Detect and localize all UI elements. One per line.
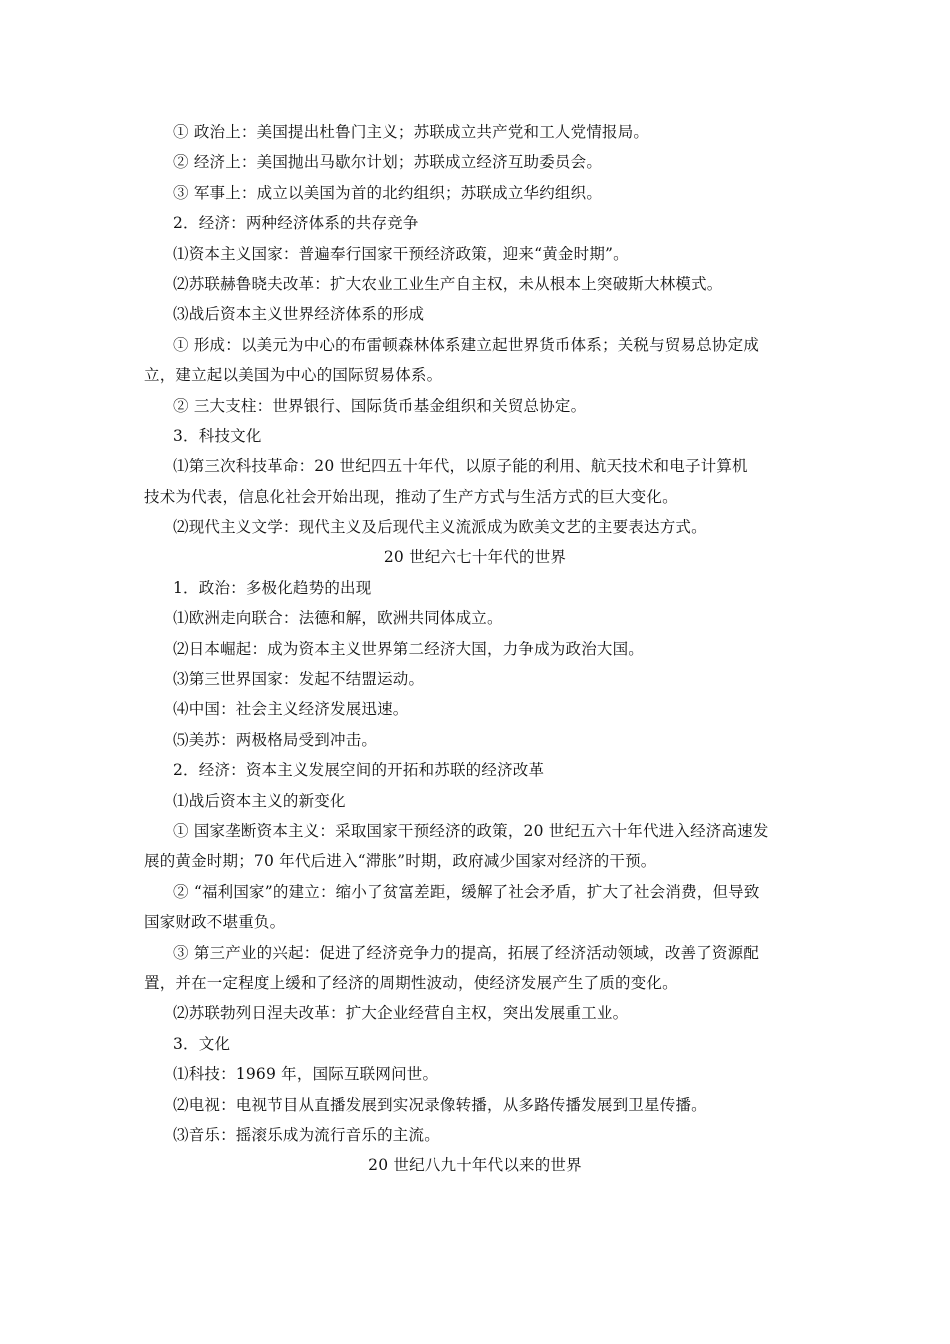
text-line: ② 三大支柱：世界银行、国际货币基金组织和关贸总协定。 (173, 396, 587, 415)
text-line: 立，建立起以美国为中心的国际贸易体系。 (144, 366, 443, 385)
document-body (0, 117, 950, 1181)
text-line: 国家财政不堪重负。 (144, 913, 286, 932)
section-heading: 20 世纪六七十年代的世界 (383, 548, 567, 567)
text-line: ③ 军事上：成立以美国为首的北约组织；苏联成立华约组织。 (173, 183, 603, 202)
text-line: ⑶第三世界国家：发起不结盟运动。 (173, 670, 425, 689)
text-line: 技术为代表，信息化社会开始出现，推动了生产方式与生活方式的巨大变化。 (144, 487, 678, 506)
text-line: ⑴欧洲走向联合：法德和解，欧洲共同体成立。 (173, 609, 503, 628)
text-line: 2．经济：资本主义发展空间的开拓和苏联的经济改革 (173, 761, 545, 780)
text-line: ⑴科技：1969 年，国际互联网问世。 (173, 1065, 439, 1084)
text-line: ⑵现代主义文学：现代主义及后现代主义流派成为欧美文艺的主要表达方式。 (173, 518, 707, 537)
text-line: ⑴资本主义国家：普遍奉行国家干预经济政策，迎来“黄金时期”。 (173, 244, 629, 263)
text-line: ⑵电视：电视节目从直播发展到实况录像转播，从多路传播发展到卫星传播。 (173, 1095, 707, 1114)
text-line: ⑸美苏：两极格局受到冲击。 (173, 730, 378, 749)
text-line: 1．政治：多极化趋势的出现 (173, 578, 372, 597)
text-line: ② 经济上：美国抛出马歇尔计划；苏联成立经济互助委员会。 (173, 153, 603, 172)
text-line: ⑵苏联赫鲁晓夫改革：扩大农业工业生产自主权，未从根本上突破斯大林模式。 (173, 274, 723, 293)
text-line: ① 政治上：美国提出杜鲁门主义；苏联成立共产党和工人党情报局。 (173, 123, 650, 141)
text-line: 3．文化 (173, 1034, 231, 1053)
text-line: 展的黄金时期；70 年代后进入“滞胀”时期，政府减少国家对经济的干预。 (144, 852, 657, 871)
text-line: 置，并在一定程度上缓和了经济的周期性波动，使经济发展产生了质的变化。 (144, 973, 678, 992)
text-line: ⑷中国：社会主义经济发展迅速。 (173, 700, 409, 719)
text-line: ③ 第三产业的兴起：促进了经济竞争力的提高，拓展了经济活动领域，改善了资源配 (173, 943, 760, 962)
text-line: ⑶战后资本主义世界经济体系的形成 (173, 305, 425, 324)
text-line: ⑶音乐：摇滚乐成为流行音乐的主流。 (173, 1125, 440, 1144)
text-line: ② “福利国家”的建立：缩小了贫富差距，缓解了社会矛盾，扩大了社会消费，但导致 (173, 882, 760, 901)
text-line: ⑴第三次科技革命：20 世纪四五十年代，以原子能的利用、航天技术和电子计算机 (173, 457, 748, 476)
text-line: ⑵苏联勃列日涅夫改革：扩大企业经营自主权，突出发展重工业。 (173, 1004, 629, 1023)
section-heading: 20 世纪八九十年代以来的世界 (368, 1156, 582, 1175)
text-line: ① 国家垄断资本主义：采取国家干预经济的政策，20 世纪五六十年代进入经济高速发 (173, 821, 769, 840)
text-line: ⑴战后资本主义的新变化 (173, 791, 346, 810)
text-line: ⑵日本崛起：成为资本主义世界第二经济大国，力争成为政治大国。 (173, 639, 645, 658)
text-line: 2．经济：两种经济体系的共存竞争 (173, 214, 419, 233)
text-line: ① 形成：以美元为中心的布雷顿森林体系建立起世界货币体系；关税与贸易总协定成 (173, 335, 760, 354)
text-line: 3．科技文化 (173, 426, 262, 445)
